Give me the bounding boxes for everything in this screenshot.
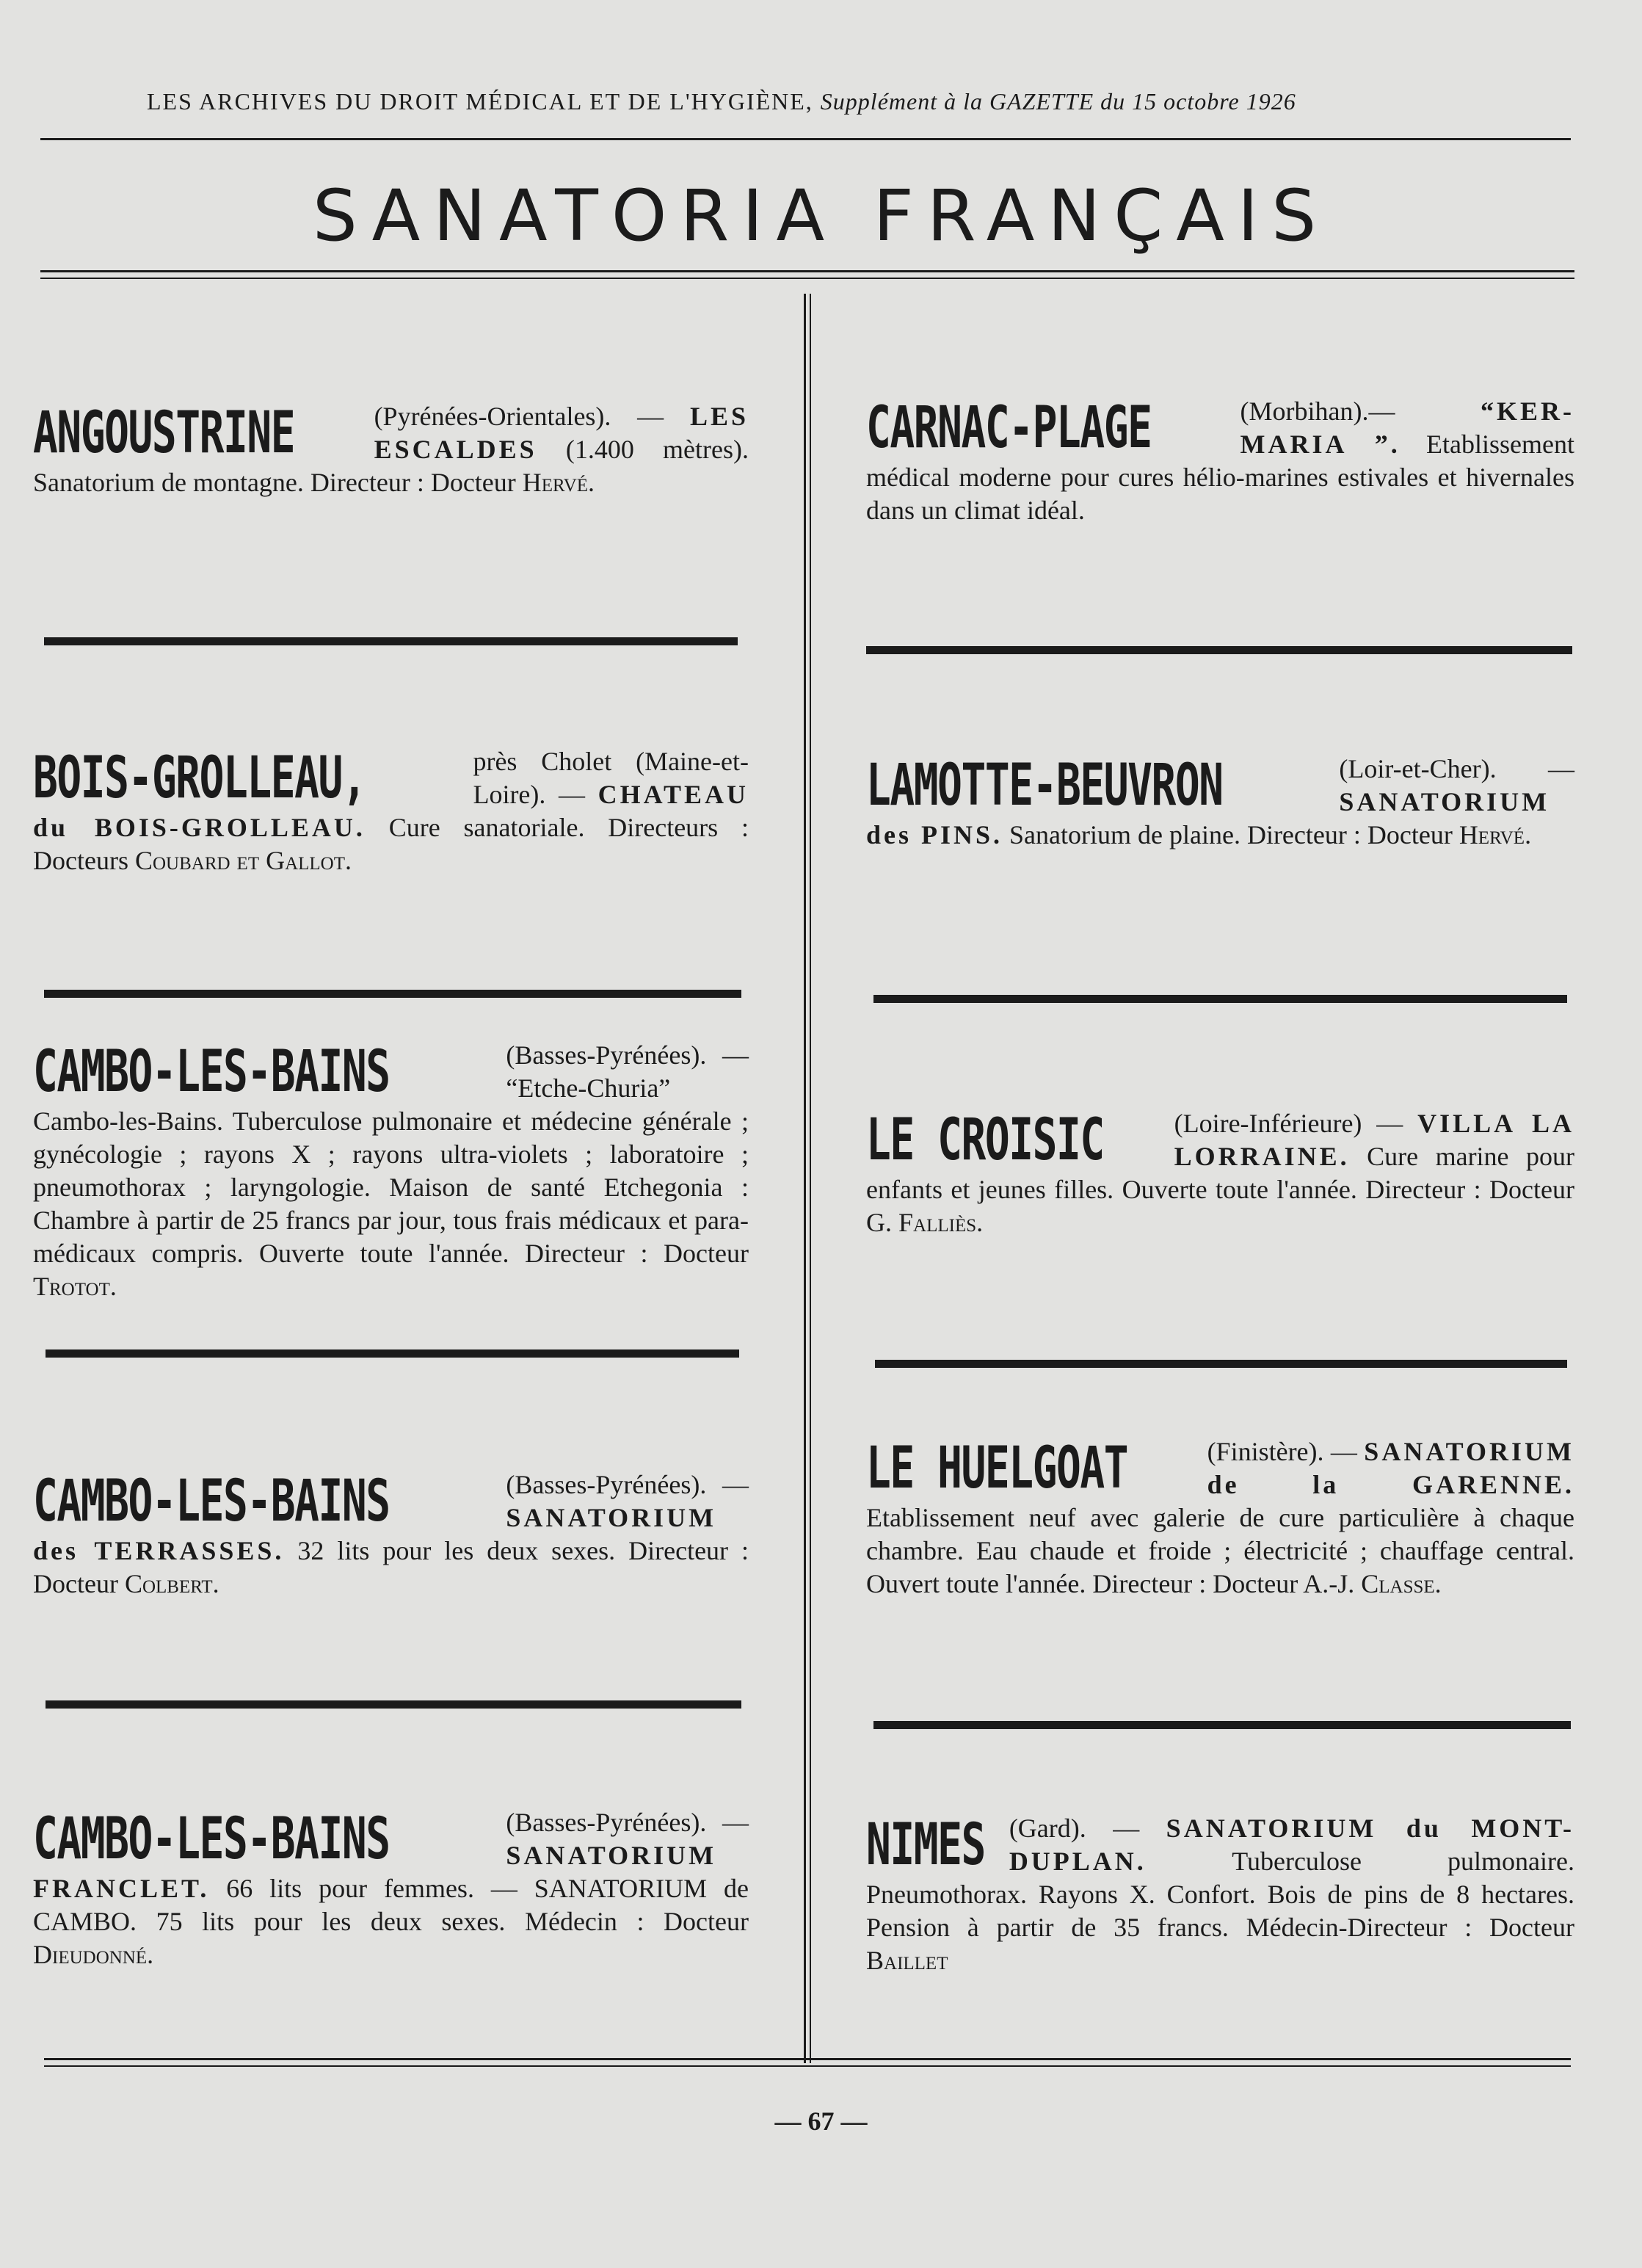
- entry-bois-grolleau: [33, 745, 749, 877]
- entry-text: (Loir-et-Cher). —: [1339, 754, 1574, 783]
- entry-establishment: LES ESCALDES: [374, 402, 749, 464]
- column-divider: [804, 294, 806, 2063]
- entry-cambo-franclet: [33, 1806, 749, 1971]
- entry-text: (Basses-Pyrénées). —: [506, 1470, 749, 1499]
- entry-establishment: “KER-MARIA ”.: [1240, 396, 1574, 459]
- entry-description: Tuberculose pulmonaire. Pneumothorax. Rayons X. Confort. Bois de pins de 8 hectares. Pension à partir de 35 francs. Médecin-Directeur : Docteur: [866, 1847, 1574, 1942]
- title-rule-top: [40, 270, 1574, 272]
- entry-director: Baillet: [866, 1946, 948, 1975]
- footer-rule-bottom: [44, 2065, 1571, 2067]
- entry-description: Sanatorium de plaine. Directeur : Docteur: [1009, 820, 1453, 849]
- footer-rule-top: [44, 2058, 1571, 2060]
- header-rule: [40, 138, 1571, 140]
- separator-rule: [875, 1360, 1567, 1368]
- separator-rule: [866, 646, 1572, 654]
- page-title: SANATORIA FRANÇAIS: [312, 175, 1330, 257]
- entry-text: (Pyrénées-Orientales). —: [374, 402, 664, 431]
- entry-director: Falliès.: [898, 1208, 984, 1237]
- running-head: [147, 88, 1468, 115]
- entry-description: Etablissement neuf avec galerie de cure particulière à chaque chambre. Eau chaude et froide ; électricité ; chauffage central. Ouvert toute l'année. Directeur : Docteur A.-J.: [866, 1503, 1574, 1598]
- entry-lamotte-beuvron: [866, 753, 1574, 852]
- entry-text: (Loire-Inférieure) —: [1174, 1109, 1403, 1138]
- entry-director: Classe.: [1361, 1569, 1442, 1598]
- entry-title: CAMBO-LES-BAINS: [33, 1039, 390, 1105]
- entry-establishment: SANATORIUM de la GARENNE.: [1207, 1437, 1574, 1499]
- entry-title: CAMBO-LES-BAINS: [33, 1468, 390, 1535]
- entry-director: Coubard et Gallot.: [134, 846, 352, 875]
- entry-text: (Morbihan).—: [1240, 396, 1395, 426]
- entry-establishment: VILLA LA LORRAINE.: [1174, 1109, 1574, 1171]
- entry-nimes: [866, 1812, 1574, 1977]
- separator-rule: [46, 1700, 741, 1709]
- title-rule-bottom: [40, 278, 1574, 279]
- entry-title: LAMOTTE-BEUVRON: [866, 753, 1223, 819]
- entry-title: NIMES: [866, 1812, 985, 1878]
- entry-text: (Basses-Pyrénées). —: [506, 1808, 749, 1837]
- entry-director: Hervé.: [1458, 820, 1532, 849]
- entry-description: Cure sanatoriale. Directeurs : Docteurs: [33, 813, 749, 875]
- entry-description: Etablissement médical moderne pour cures hélio-marines estivales et hivernales dans un climat idéal.: [866, 430, 1574, 525]
- entry-description: (1.400 mètres). Sanatorium de montagne. Directeur : Docteur: [33, 435, 749, 497]
- entry-director: Hervé.: [522, 468, 595, 497]
- entry-director: Dieudonné.: [33, 1940, 154, 1969]
- entry-establishment: SANATORIUM du MONT-DUPLAN.: [1009, 1814, 1574, 1876]
- entry-cambo-etche-churia: [33, 1039, 749, 1303]
- entry-establishment: SANATORIUM FRANCLET.: [33, 1841, 717, 1903]
- entry-text: près Cholet (Maine-et-Loire). —: [473, 747, 749, 809]
- entry-title: CAMBO-LES-BAINS: [33, 1806, 390, 1872]
- entry-description: Cure marine pour enfants et jeunes filles. Ouverte toute l'année. Directeur : Docteur G.: [866, 1142, 1574, 1237]
- entry-title: LE HUELGOAT: [866, 1435, 1128, 1501]
- entry-title: CARNAC-PLAGE: [866, 395, 1152, 461]
- entry-description: Cambo-les-Bains. Tuberculose pulmonaire et médecine générale ; gynécologie ; rayons X ; rayons ultra-violets ; laboratoire ; pneumothorax ; laryngologie. Maison de santé Etchegonia : Chambre à partir de 25 francs par jour, tous frais médicaux et para-médicaux compris. Ouverte toute l'année. Directeur : Docteur: [33, 1106, 749, 1268]
- column-divider-inner: [810, 294, 811, 2063]
- page-number: — 67 —: [774, 2106, 868, 2136]
- entry-title: LE CROISIC: [866, 1107, 1104, 1173]
- entry-le-huelgoat: [866, 1435, 1574, 1601]
- entry-establishment: SANATORIUM des PINS.: [866, 787, 1550, 849]
- entry-angoustrine: [33, 400, 749, 499]
- entry-text: (Basses-Pyrénées). — “Etche-Churia”: [506, 1040, 749, 1103]
- entry-description: 66 lits pour femmes. — SANATORIUM de CAMBO. 75 lits pour les deux sexes. Médecin : Docteur: [33, 1874, 749, 1936]
- entry-carnac-plage: [866, 395, 1574, 527]
- separator-rule: [44, 990, 741, 998]
- running-head-text: LES ARCHIVES DU DROIT MÉDICAL ET DE L'HYGIÈNE,: [147, 88, 813, 115]
- running-head-date: Supplément à la GAZETTE du 15 octobre 1926: [820, 88, 1296, 115]
- entry-text: (Gard). —: [1009, 1814, 1140, 1843]
- entry-le-croisic: [866, 1107, 1574, 1239]
- separator-rule: [46, 1349, 739, 1358]
- entry-text: (Finistère). —: [1207, 1437, 1357, 1466]
- entry-director: Trotot.: [33, 1272, 117, 1301]
- entry-title: BOIS-GROLLEAU,: [33, 745, 366, 811]
- separator-rule: [44, 637, 738, 645]
- separator-rule: [873, 995, 1567, 1003]
- entry-director: Colbert.: [124, 1569, 219, 1598]
- entry-establishment: SANATORIUM des TERRASSES.: [33, 1503, 717, 1565]
- entry-description: 32 lits pour les deux sexes. Directeur : Docteur: [33, 1536, 749, 1598]
- separator-rule: [873, 1721, 1571, 1729]
- entry-cambo-terrasses: [33, 1468, 749, 1601]
- entry-establishment: CHATEAU du BOIS-GROLLEAU.: [33, 780, 749, 842]
- entry-title: ANGOUSTRINE: [33, 400, 295, 466]
